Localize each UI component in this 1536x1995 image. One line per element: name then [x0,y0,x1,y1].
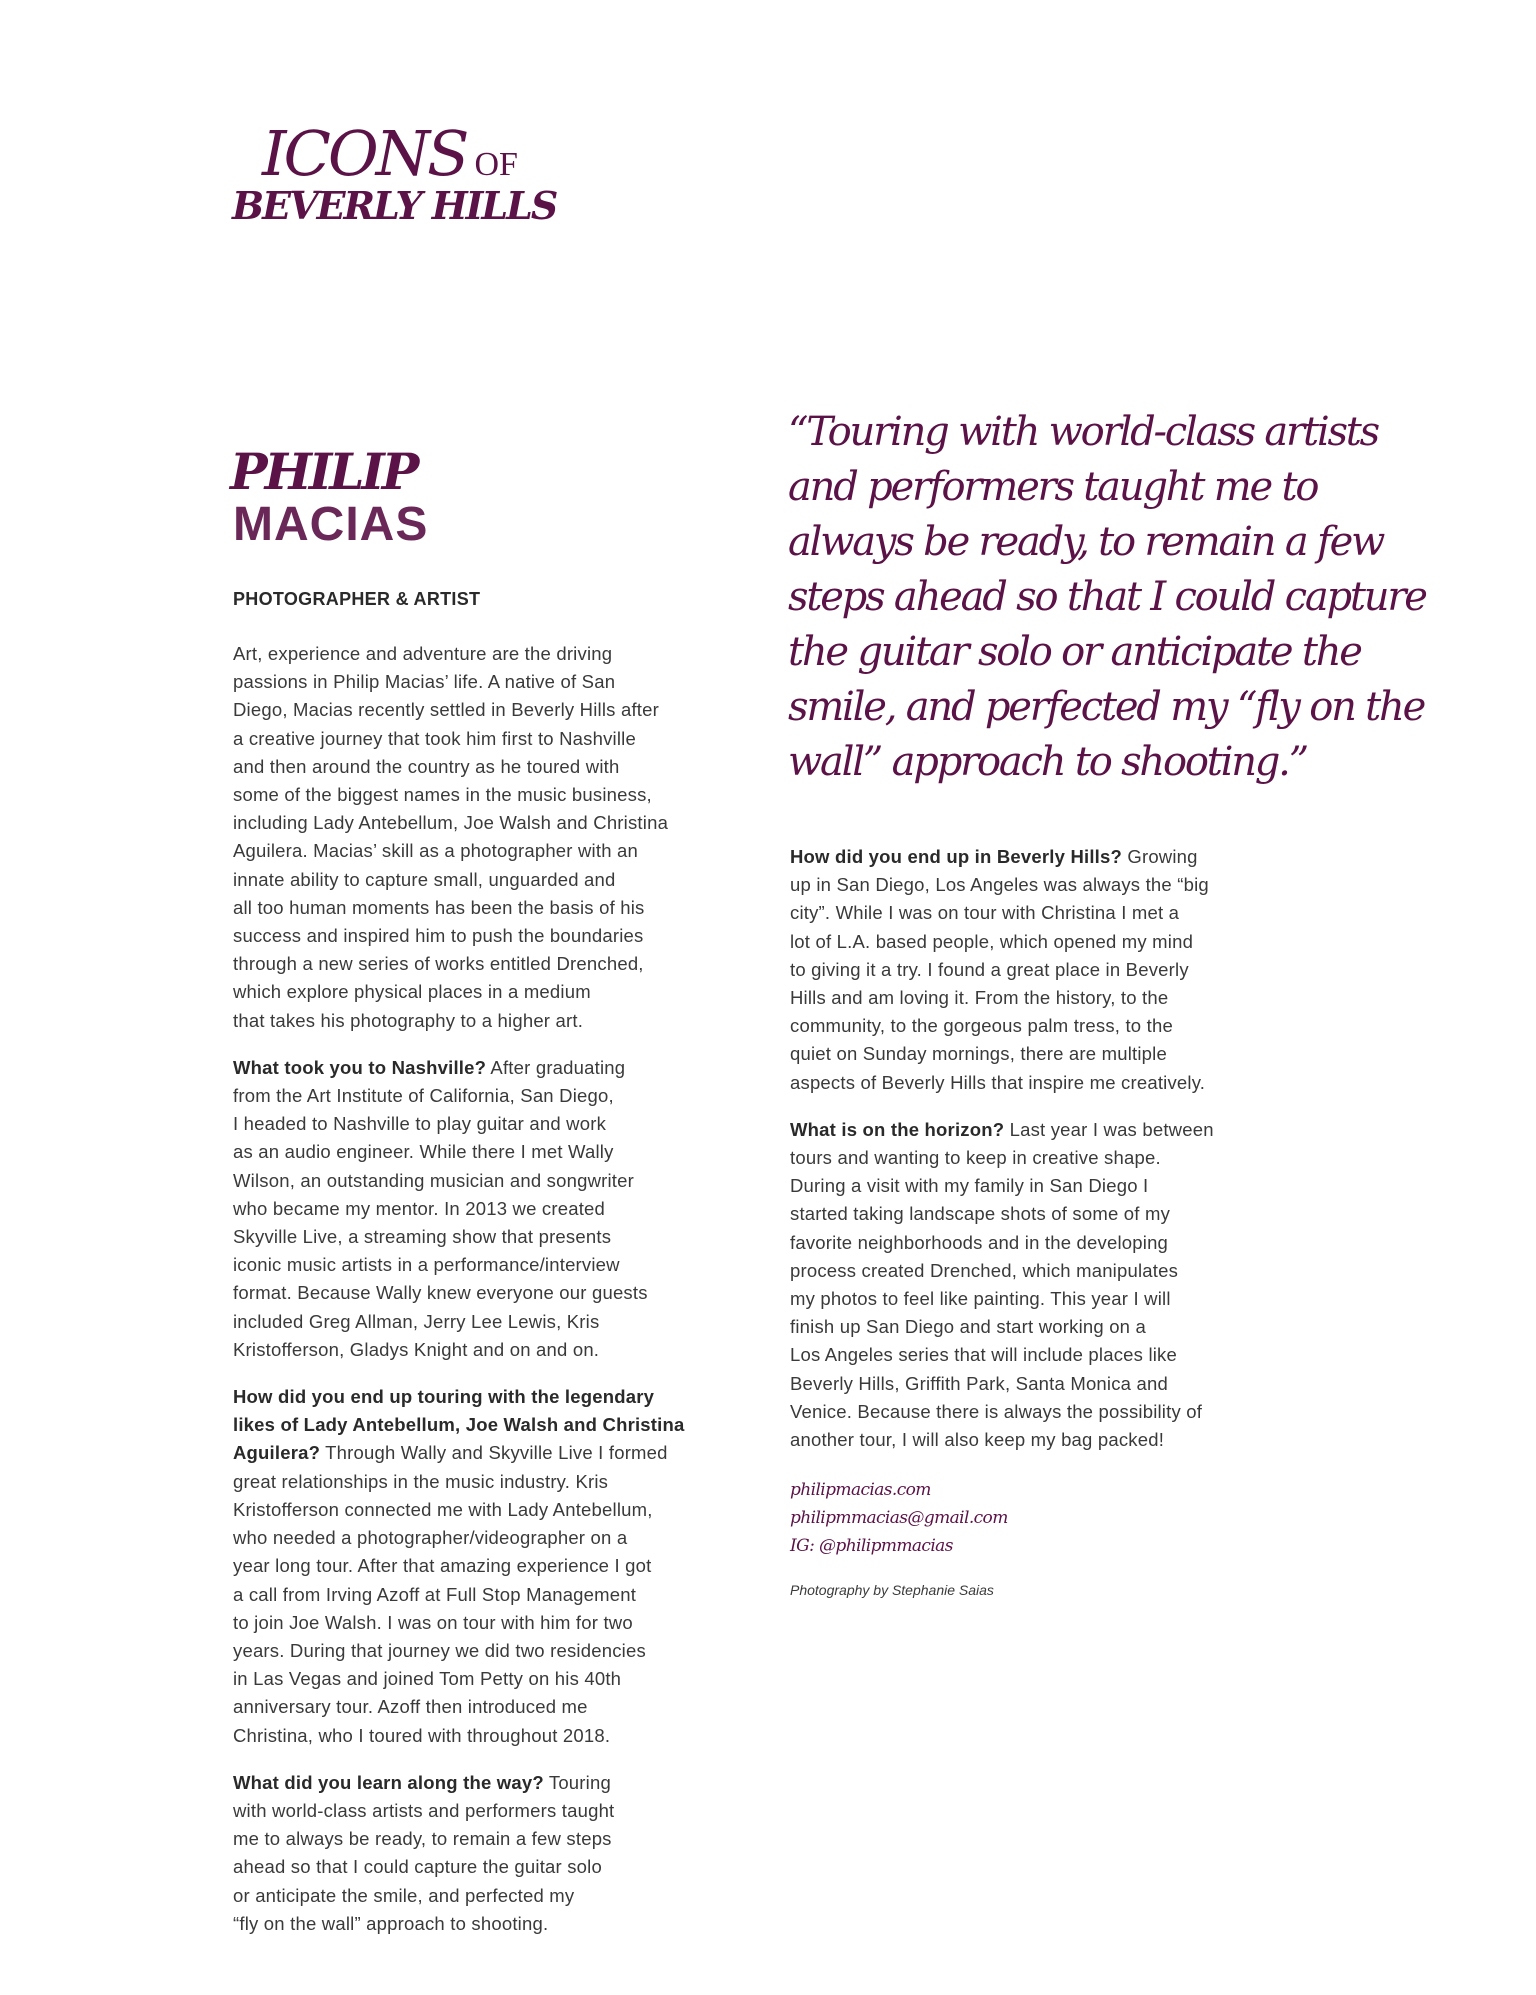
profile-first-name: PHILIP [230,442,417,501]
pull-quote-line: always be ready, to remain a few [788,519,1384,565]
qa-answer-line: who became my mentor. In 2013 we created [233,1197,606,1219]
intro-line: that takes his photography to a higher art. [233,1009,584,1031]
qa-answer-start: Through Wally and Skyville Live I formed [320,1442,668,1464]
qa-answer-line: included Greg Allman, Jerry Lee Lewis, Kris [233,1310,600,1332]
qa-answer-line: aspects of Beverly Hills that inspire me creatively. [790,1071,1206,1093]
intro-line: all too human moments has been the basis of his [233,896,645,918]
qa-answer-line: tours and wanting to keep in creative shape. [790,1147,1161,1169]
qa-question: likes of Lady Antebellum, Joe Walsh and Christina [233,1414,685,1436]
qa-answer-line: my photos to feel like painting. This year I will [790,1288,1171,1310]
qa-answer-start: After graduating [486,1056,626,1078]
qa-answer-line: great relationships in the music industry. Kris [233,1470,609,1492]
qa-answer-line: Beverly Hills, Griffith Park, Santa Monica and [790,1372,1168,1394]
qa-nashville [233,1054,753,1364]
intro-line: Aguilera. Macias’ skill as a photographer with an [233,840,639,862]
pull-quote-line: wall” approach to shooting.” [788,739,1307,785]
qa-line [233,1769,753,1797]
logo-beverly-hills: BEVERLY HILLS [232,183,557,228]
qa-line [790,1116,1490,1144]
intro-line: success and inspired him to push the boundaries [233,925,644,947]
qa-question: What is on the horizon? [790,1118,1005,1140]
qa-answer-start: Last year I was between [1004,1118,1214,1140]
profile-last-name: MACIAS [233,498,429,551]
intro-paragraph [233,640,753,1035]
qa-touring [233,1383,753,1750]
qa-answer-line: up in San Diego, Los Angeles was always the “big [790,874,1209,896]
qa-line [233,1054,753,1082]
intro-line: including Lady Antebellum, Joe Walsh and Christina [233,812,669,834]
qa-line [233,1439,753,1467]
intro-line: some of the biggest names in the music business, [233,784,652,806]
intro-line: which explore physical places in a medium [233,981,591,1003]
qa-answer-line: who needed a photographer/videographer on a [233,1527,628,1549]
qa-answer-line: Skyville Live, a streaming show that presents [233,1226,612,1248]
qa-answer-line: “fly on the wall” approach to shooting. [233,1912,549,1934]
qa-beverly-hills [790,843,1490,1097]
qa-answer-line: During a visit with my family in San Diego I [790,1175,1149,1197]
qa-learning [233,1769,753,1938]
pull-quote-line: steps ahead so that I could capture [788,574,1426,620]
logo-line1: ICONS [262,117,467,190]
qa-answer-line: I headed to Nashville to play guitar and work [233,1113,607,1135]
qa-line [233,1411,753,1439]
qa-answer-line: as an audio engineer. While there I met Wally [233,1141,614,1163]
qa-answer-line: finish up San Diego and start working on a [790,1316,1146,1338]
website-link[interactable]: philipmacias.com [790,1480,931,1501]
instagram-handle[interactable]: IG: @philipmmacias [790,1536,953,1557]
right-column [790,843,1490,1598]
intro-line: through a new series of works entitled Drenched, [233,953,644,975]
intro-line: innate ability to capture small, unguarded and [233,868,616,890]
intro-line: and then around the country as he toured with [233,755,620,777]
email-link[interactable]: philipmmacias@gmail.com [790,1508,1008,1529]
pull-quote-line: and performers taught me to [788,464,1318,510]
pull-quote [788,405,1508,790]
qa-horizon [790,1116,1490,1454]
logo-of: OF [474,146,518,183]
profile-role: PHOTOGRAPHER & ARTIST [233,589,481,609]
qa-question: What did you learn along the way? [233,1771,544,1793]
masthead-logo [232,118,572,238]
qa-answer-line: Venice. Because there is always the possibility of [790,1400,1203,1422]
qa-answer-line: or anticipate the smile, and perfected my [233,1884,575,1906]
qa-question: How did you end up touring with the legendary [233,1386,655,1408]
qa-answer-line: Wilson, an outstanding musician and songwriter [233,1169,634,1191]
qa-question: Aguilera? [233,1442,321,1464]
contact-block [790,1476,1490,1560]
qa-answer-line: started taking landscape shots of some of my [790,1203,1171,1225]
qa-answer-line: Kristofferson connected me with Lady Antebellum, [233,1498,653,1520]
qa-answer-line: Kristofferson, Gladys Knight and on and on. [233,1338,600,1360]
pull-quote-line: “Touring with world-class artists [788,409,1378,455]
qa-answer-line: ahead so that I could capture the guitar solo [233,1856,602,1878]
qa-answer-line: another tour, I will also keep my bag packed! [790,1429,1165,1451]
left-column [230,442,753,1938]
qa-answer-line: quiet on Sunday mornings, there are multiple [790,1043,1167,1065]
qa-answer-line: to giving it a try. I found a great place in Beverly [790,958,1189,980]
qa-answer-line: me to always be ready, to remain a few steps [233,1828,612,1850]
qa-answer-line: from the Art Institute of California, San Diego, [233,1085,614,1107]
qa-answer-line: process created Drenched, which manipulates [790,1259,1179,1281]
photo-credit: Photography by Stephanie Saias [790,1582,994,1599]
qa-answer-line: to join Joe Walsh. I was on tour with him for two [233,1611,633,1633]
qa-answer-line: year long tour. After that amazing experience I got [233,1555,652,1577]
qa-question: How did you end up in Beverly Hills? [790,846,1123,867]
qa-answer-line: lot of L.A. based people, which opened my mind [790,930,1194,952]
qa-answer-line: Christina, who I toured with throughout 2018. [233,1724,611,1746]
intro-line: passions in Philip Macias’ life. A native of San [233,671,616,693]
qa-answer-start: Touring [543,1771,611,1793]
qa-answer-line: city”. While I was on tour with Christina I met a [790,902,1180,924]
qa-answer-line: in Las Vegas and joined Tom Petty on his 40th [233,1668,622,1690]
qa-answer-line: format. Because Wally knew everyone our guests [233,1282,648,1304]
qa-answer-line: community, to the gorgeous palm tress, to the [790,1015,1173,1037]
qa-line [790,843,1490,871]
qa-answer-line: with world-class artists and performers taught [233,1799,615,1821]
qa-line [233,1383,753,1411]
qa-answer-start: Growing [1122,846,1198,867]
qa-answer-line: iconic music artists in a performance/interview [233,1254,620,1276]
qa-answer-line: favorite neighborhoods and in the developing [790,1231,1169,1253]
qa-answer-line: anniversary tour. Azoff then introduced me [233,1696,588,1718]
qa-answer-line: Los Angeles series that will include places like [790,1344,1177,1366]
pull-quote-line: the guitar solo or anticipate the [788,629,1361,675]
qa-question: What took you to Nashville? [233,1056,487,1078]
qa-answer-line: a call from Irving Azoff at Full Stop Management [233,1583,637,1605]
pull-quote-line: smile, and perfected my “fly on the [788,684,1425,730]
qa-answer-line: Hills and am loving it. From the history, to the [790,987,1169,1009]
qa-answer-line: years. During that journey we did two residencies [233,1639,646,1661]
intro-line: Diego, Macias recently settled in Beverly Hills after [233,699,659,721]
intro-line: Art, experience and adventure are the driving [233,643,613,664]
intro-line: a creative journey that took him first to Nashville [233,727,636,749]
